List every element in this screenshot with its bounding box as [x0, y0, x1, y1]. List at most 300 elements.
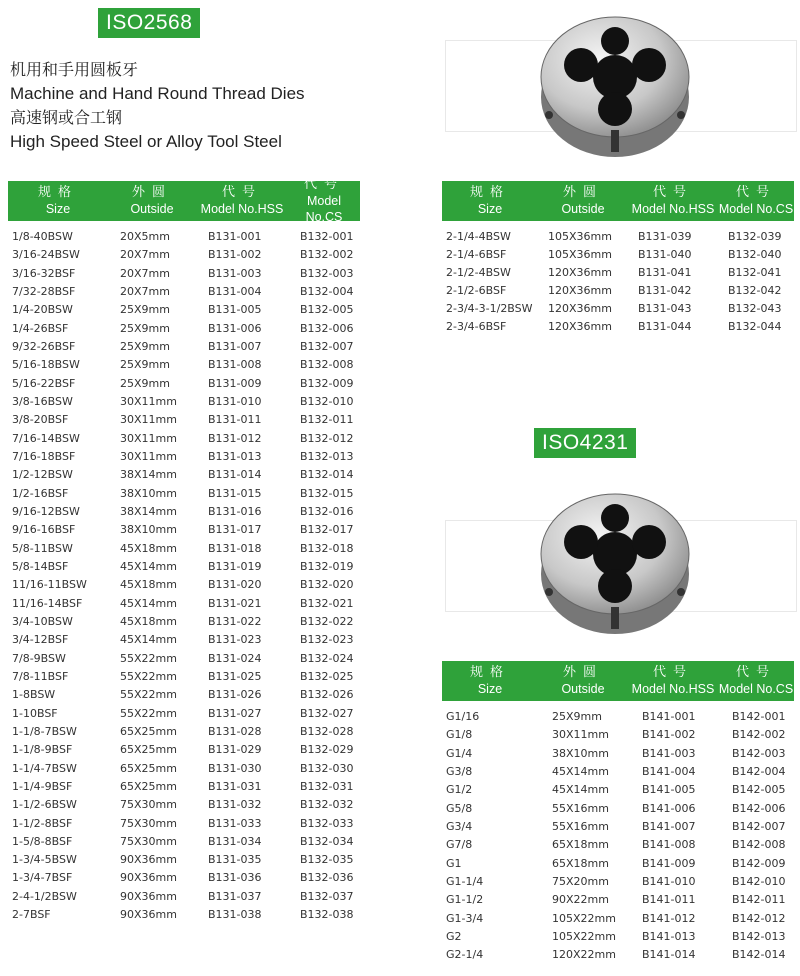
cell-size: 7/8-9BSW: [12, 651, 66, 665]
header-outside-cn: 外圆: [562, 665, 603, 680]
cell-outside: 90X36mm: [120, 889, 177, 903]
cell-outside: 75X30mm: [120, 834, 177, 848]
table-row: [8, 448, 360, 466]
cell-model-hss: B131-016: [208, 504, 262, 518]
table-row: [442, 873, 794, 891]
cell-model-cs: B142-011: [732, 893, 786, 907]
header-hss-cn: 代号: [652, 185, 693, 200]
cell-outside: 30X11mm: [120, 449, 177, 463]
cell-model-cs: B132-016: [300, 504, 354, 518]
cell-model-hss: B131-023: [208, 633, 262, 647]
cell-model-cs: B132-013: [300, 449, 354, 463]
cell-outside: 105X22mm: [552, 911, 616, 925]
header-cs-cn: 代号: [735, 185, 776, 200]
cell-outside: 38X10mm: [552, 746, 609, 760]
table-body: [442, 221, 794, 336]
table-row: [8, 631, 360, 649]
header-cs-en: Model No.CS: [718, 682, 794, 696]
cell-model-hss: B131-019: [208, 559, 262, 573]
cell-model-hss: B131-029: [208, 743, 262, 757]
cell-model-hss: B131-043: [638, 302, 692, 315]
cell-model-hss: B131-002: [208, 248, 262, 262]
cell-outside: 120X36mm: [548, 320, 612, 333]
cell-model-cs: B132-026: [300, 688, 354, 702]
cell-size: G1-1/4: [446, 874, 484, 888]
cell-model-hss: B131-035: [208, 853, 262, 867]
table-header: [442, 181, 794, 221]
cell-size: 7/32-28BSF: [12, 284, 76, 298]
cell-model-cs: B132-005: [300, 303, 354, 317]
cell-model-cs: B132-044: [728, 320, 782, 333]
cell-outside: 90X36mm: [120, 853, 177, 867]
table-row: [8, 521, 360, 539]
cell-outside: 25X9mm: [120, 321, 170, 335]
cell-size: 3/8-16BSW: [12, 394, 73, 408]
cell-model-hss: B131-024: [208, 651, 262, 665]
cell-model-cs: B132-017: [300, 523, 354, 537]
cell-outside: 20X7mm: [120, 248, 170, 262]
cell-outside: 25X9mm: [120, 358, 170, 372]
cell-model-cs: B132-042: [728, 284, 782, 297]
cell-model-hss: B131-042: [638, 284, 692, 297]
cell-model-cs: B132-023: [300, 633, 354, 647]
cell-model-hss: B131-004: [208, 284, 262, 298]
cell-model-cs: B132-018: [300, 541, 354, 555]
table-header: [442, 661, 794, 701]
cell-size: 5/16-22BSF: [12, 376, 76, 390]
cell-model-hss: B131-013: [208, 449, 262, 463]
cell-model-hss: B131-038: [208, 908, 262, 922]
cell-size: 5/16-18BSW: [12, 358, 80, 372]
cell-model-hss: B131-022: [208, 614, 262, 628]
cell-model-cs: B132-001: [300, 230, 354, 243]
header-outside-en: Outside: [130, 202, 174, 216]
cell-model-hss: B131-006: [208, 321, 262, 335]
header-hss: [628, 181, 718, 221]
table-row: [8, 411, 360, 429]
cell-outside: 38X10mm: [120, 523, 177, 537]
cell-size: 7/16-18BSF: [12, 449, 76, 463]
table-row: [442, 264, 794, 282]
table-row: [442, 781, 794, 799]
table-row: [8, 686, 360, 704]
table-row: [8, 851, 360, 869]
cell-model-cs: B132-014: [300, 468, 354, 482]
cell-model-cs: B132-032: [300, 798, 354, 812]
cell-outside: 45X14mm: [552, 764, 609, 778]
cell-model-hss: B131-001: [208, 230, 262, 243]
table-row: [8, 815, 360, 833]
cell-size: G1-3/4: [446, 911, 484, 925]
table-row: [8, 888, 360, 906]
cell-size: 3/4-12BSF: [12, 633, 69, 647]
table-row: [8, 393, 360, 411]
cell-model-cs: B132-008: [300, 358, 354, 372]
table-row: [8, 356, 360, 374]
cell-size: 1-5/8-8BSF: [12, 834, 73, 848]
cell-model-cs: B142-008: [732, 838, 786, 852]
cell-model-hss: B131-020: [208, 578, 262, 592]
table-row: [8, 613, 360, 631]
table-row: [8, 430, 360, 448]
table-body: [442, 701, 794, 965]
cell-model-cs: B132-043: [728, 302, 782, 315]
cell-outside: 45X18mm: [120, 578, 177, 592]
table-row: [442, 818, 794, 836]
cell-outside: 20X5mm: [120, 230, 170, 243]
cell-model-hss: B131-007: [208, 339, 262, 353]
cell-outside: 30X11mm: [120, 394, 177, 408]
title-cn-1: 机用和手用圆板牙: [10, 60, 139, 79]
table-row: [8, 778, 360, 796]
cell-model-hss: B131-018: [208, 541, 262, 555]
cell-model-hss: B131-021: [208, 596, 262, 610]
header-size: [442, 661, 538, 701]
cell-model-hss: B131-011: [208, 413, 262, 427]
cell-size: 2-3/4-3-1/2BSW: [446, 302, 533, 315]
cell-outside: 25X9mm: [120, 339, 170, 353]
cell-size: 3/16-24BSW: [12, 248, 80, 262]
cell-model-cs: B142-007: [732, 819, 786, 833]
cell-model-cs: B132-007: [300, 339, 354, 353]
table-row: [442, 946, 794, 964]
iso4231-g-thread-dies-table: [442, 661, 794, 965]
cell-size: G1/2: [446, 783, 473, 797]
cell-model-hss: B131-041: [638, 266, 692, 279]
cell-model-cs: B132-020: [300, 578, 354, 592]
cell-model-cs: B142-012: [732, 911, 786, 925]
cell-model-hss: B131-009: [208, 376, 262, 390]
table-row: [442, 246, 794, 264]
cell-outside: 90X36mm: [120, 871, 177, 885]
cell-model-hss: B141-007: [642, 819, 696, 833]
header-cs-cn: 代号: [303, 177, 344, 192]
round-die-image-bottom: [535, 482, 695, 642]
cell-outside: 25X9mm: [552, 710, 602, 723]
cell-model-hss: B131-010: [208, 394, 262, 408]
cell-model-hss: B141-009: [642, 856, 696, 870]
cell-model-hss: B131-014: [208, 468, 262, 482]
table-row: [8, 906, 360, 924]
header-hss-cn: 代号: [652, 665, 693, 680]
cell-size: 1/2-12BSW: [12, 468, 73, 482]
cell-size: 2-3/4-6BSF: [446, 320, 507, 333]
cell-outside: 45X18mm: [120, 541, 177, 555]
cell-size: 3/8-20BSF: [12, 413, 69, 427]
title-en-1: Machine and Hand Round Thread Dies: [10, 84, 305, 103]
table-row: [442, 745, 794, 763]
header-hss: [628, 661, 718, 701]
cell-model-hss: B131-015: [208, 486, 262, 500]
header-outside: [538, 661, 628, 701]
cell-size: 1/2-16BSF: [12, 486, 69, 500]
cell-size: 3/16-32BSF: [12, 266, 76, 280]
header-cs: [288, 177, 360, 224]
cell-size: G1/4: [446, 746, 473, 760]
cell-model-cs: B132-038: [300, 908, 354, 922]
cell-outside: 105X36mm: [548, 230, 612, 243]
table-row: [442, 282, 794, 300]
title-en-2: High Speed Steel or Alloy Tool Steel: [10, 132, 282, 151]
cell-model-cs: B142-006: [732, 801, 786, 815]
cell-outside: 120X36mm: [548, 284, 612, 297]
table-row: [8, 833, 360, 851]
cell-model-cs: B132-004: [300, 284, 354, 298]
header-outside: [538, 181, 628, 221]
cell-outside: 45X18mm: [120, 614, 177, 628]
cell-size: 1-3/4-5BSW: [12, 853, 77, 867]
cell-model-cs: B132-024: [300, 651, 354, 665]
cell-model-cs: B132-036: [300, 871, 354, 885]
header-size-cn: 规格: [469, 185, 510, 200]
cell-outside: 30X11mm: [120, 431, 177, 445]
table-row: [442, 891, 794, 909]
cell-model-hss: B131-005: [208, 303, 262, 317]
cell-outside: 30X11mm: [120, 413, 177, 427]
cell-size: 2-4-1/2BSW: [12, 889, 77, 903]
table-row: [8, 705, 360, 723]
table-row: [8, 650, 360, 668]
cell-model-hss: B131-037: [208, 889, 262, 903]
cell-outside: 20X7mm: [120, 266, 170, 280]
header-hss-en: Model No.HSS: [200, 202, 284, 216]
table-row: [8, 265, 360, 283]
header-cs: [718, 661, 794, 701]
cell-outside: 55X16mm: [552, 819, 609, 833]
table-row: [8, 668, 360, 686]
cell-model-cs: B142-013: [732, 929, 786, 943]
cell-model-cs: B132-022: [300, 614, 354, 628]
cell-size: 1-1/2-8BSF: [12, 816, 73, 830]
table-row: [8, 338, 360, 356]
table-row: [8, 723, 360, 741]
cell-size: 1-1/8-9BSF: [12, 743, 73, 757]
cell-outside: 65X25mm: [120, 761, 177, 775]
cell-outside: 25X9mm: [120, 303, 170, 317]
cell-size: G3/8: [446, 764, 473, 778]
cell-size: 9/16-16BSF: [12, 523, 76, 537]
cell-model-hss: B131-044: [638, 320, 692, 333]
cell-size: G7/8: [446, 838, 473, 852]
cell-model-cs: B132-030: [300, 761, 354, 775]
cell-model-cs: B132-015: [300, 486, 354, 500]
cell-size: 1/4-20BSW: [12, 303, 73, 317]
cell-size: 11/16-11BSW: [12, 578, 87, 592]
cell-model-cs: B132-027: [300, 706, 354, 720]
cell-outside: 20X7mm: [120, 284, 170, 298]
cell-model-cs: B132-037: [300, 889, 354, 903]
table-row: [442, 300, 794, 318]
table-row: [442, 910, 794, 928]
cell-model-hss: B131-017: [208, 523, 262, 537]
cell-size: G1/16: [446, 710, 480, 723]
header-hss-en: Model No.HSS: [631, 682, 715, 696]
cell-model-hss: B141-014: [642, 948, 696, 962]
cell-size: 5/8-11BSW: [12, 541, 73, 555]
table-row: [8, 503, 360, 521]
header-outside-en: Outside: [561, 682, 605, 696]
cell-model-hss: B131-034: [208, 834, 262, 848]
cell-model-cs: B132-002: [300, 248, 354, 262]
table-row: [8, 283, 360, 301]
cell-model-cs: B132-040: [728, 248, 782, 261]
cell-outside: 55X22mm: [120, 688, 177, 702]
cell-size: G5/8: [446, 801, 473, 815]
cell-size: 9/32-26BSF: [12, 339, 76, 353]
cell-model-hss: B141-012: [642, 911, 696, 925]
cell-model-hss: B131-030: [208, 761, 262, 775]
cell-size: 2-1/2-6BSF: [446, 284, 507, 297]
header-size-en: Size: [477, 682, 503, 696]
cell-model-cs: B142-010: [732, 874, 786, 888]
table-row: [8, 228, 360, 246]
cell-model-cs: B132-021: [300, 596, 354, 610]
cell-outside: 65X25mm: [120, 779, 177, 793]
product-title: [10, 58, 305, 154]
cell-model-hss: B131-026: [208, 688, 262, 702]
cell-outside: 105X22mm: [552, 929, 616, 943]
header-size-en: Size: [45, 202, 71, 216]
cell-model-cs: B142-001: [732, 710, 786, 723]
header-size-en: Size: [477, 202, 503, 216]
cell-outside: 30X11mm: [552, 728, 609, 742]
cell-model-hss: B141-013: [642, 929, 696, 943]
header-outside: [108, 181, 196, 221]
cell-model-cs: B132-033: [300, 816, 354, 830]
header-size-cn: 规格: [37, 185, 78, 200]
header-hss-en: Model No.HSS: [631, 202, 715, 216]
cell-size: 9/16-12BSW: [12, 504, 80, 518]
cell-model-hss: B131-028: [208, 724, 262, 738]
cell-size: G3/4: [446, 819, 473, 833]
cell-model-cs: B132-003: [300, 266, 354, 280]
cell-size: 1-1/4-9BSF: [12, 779, 73, 793]
cell-outside: 65X25mm: [120, 743, 177, 757]
cell-model-hss: B141-005: [642, 783, 696, 797]
cell-outside: 55X16mm: [552, 801, 609, 815]
cell-model-cs: B142-002: [732, 728, 786, 742]
table-row: [442, 318, 794, 336]
header-size: [8, 181, 108, 221]
cell-outside: 75X30mm: [120, 816, 177, 830]
header-hss-cn: 代号: [221, 185, 262, 200]
cell-outside: 120X36mm: [548, 302, 612, 315]
table-row: [442, 228, 794, 246]
cell-size: 7/8-11BSF: [12, 669, 69, 683]
cell-model-hss: B131-025: [208, 669, 262, 683]
table-row: [442, 800, 794, 818]
iso2568-badge: ISO2568: [98, 8, 200, 38]
table-row: [8, 466, 360, 484]
cell-model-hss: B141-001: [642, 710, 696, 723]
cell-outside: 55X22mm: [120, 651, 177, 665]
cell-size: 1-1/4-7BSW: [12, 761, 77, 775]
cell-model-hss: B141-011: [642, 893, 696, 907]
bsw-bsf-dies-table: [8, 177, 360, 924]
cell-model-cs: B132-025: [300, 669, 354, 683]
cell-model-hss: B131-039: [638, 230, 692, 243]
cell-outside: 55X22mm: [120, 706, 177, 720]
table-row: [8, 741, 360, 759]
cell-outside: 75X20mm: [552, 874, 609, 888]
cell-outside: 25X9mm: [120, 376, 170, 390]
header-cs-en: Model No.CS: [305, 194, 343, 224]
cell-model-hss: B141-004: [642, 764, 696, 778]
table-row: [442, 708, 794, 726]
table-row: [8, 246, 360, 264]
table-row: [442, 855, 794, 873]
cell-model-cs: B132-011: [300, 413, 354, 427]
cell-model-hss: B131-032: [208, 798, 262, 812]
cell-size: 2-1/2-4BSW: [446, 266, 511, 279]
table-row: [8, 320, 360, 338]
header-outside-en: Outside: [561, 202, 605, 216]
cell-size: 2-1/4-6BSF: [446, 248, 507, 261]
cell-model-cs: B142-003: [732, 746, 786, 760]
cell-outside: 45X14mm: [552, 783, 609, 797]
table-row: [8, 576, 360, 594]
cell-size: 2-1/4-4BSW: [446, 230, 511, 243]
cell-model-hss: B131-012: [208, 431, 262, 445]
cell-size: G1-1/2: [446, 893, 484, 907]
cell-outside: 45X14mm: [120, 633, 177, 647]
table-row: [442, 726, 794, 744]
table-row: [442, 928, 794, 946]
cell-model-hss: B141-008: [642, 838, 696, 852]
table-row: [8, 595, 360, 613]
table-row: [8, 869, 360, 887]
cell-outside: 120X22mm: [552, 948, 616, 962]
cell-outside: 38X10mm: [120, 486, 177, 500]
cell-model-cs: B132-034: [300, 834, 354, 848]
cell-model-cs: B142-009: [732, 856, 786, 870]
cell-model-cs: B132-028: [300, 724, 354, 738]
cell-outside: 90X36mm: [120, 908, 177, 922]
cell-model-cs: B132-041: [728, 266, 782, 279]
cell-outside: 38X14mm: [120, 504, 177, 518]
round-die-image-top: [535, 5, 695, 165]
header-outside-cn: 外圆: [562, 185, 603, 200]
table-row: [8, 485, 360, 503]
cell-outside: 65X25mm: [120, 724, 177, 738]
cell-model-hss: B131-027: [208, 706, 262, 720]
cell-outside: 45X14mm: [120, 559, 177, 573]
cell-model-cs: B132-031: [300, 779, 354, 793]
cell-model-cs: B142-005: [732, 783, 786, 797]
cell-model-cs: B132-009: [300, 376, 354, 390]
table-row: [442, 836, 794, 854]
cell-outside: 120X36mm: [548, 266, 612, 279]
cell-size: 7/16-14BSW: [12, 431, 80, 445]
cell-size: 1/8-40BSW: [12, 230, 73, 243]
cell-size: 1-3/4-7BSF: [12, 871, 73, 885]
cell-size: 1-1/8-7BSW: [12, 724, 77, 738]
cell-size: 1/4-26BSF: [12, 321, 69, 335]
cell-size: 2-7BSF: [12, 908, 51, 922]
cell-outside: 75X30mm: [120, 798, 177, 812]
cell-model-hss: B131-040: [638, 248, 692, 261]
cell-model-cs: B132-035: [300, 853, 354, 867]
title-cn-2: 高速钢或合工钢: [10, 108, 123, 127]
header-cs-cn: 代号: [735, 665, 776, 680]
table-row: [8, 796, 360, 814]
cell-model-cs: B132-006: [300, 321, 354, 335]
table-row: [8, 540, 360, 558]
table-row: [8, 558, 360, 576]
cell-model-hss: B141-002: [642, 728, 696, 742]
cell-model-hss: B141-006: [642, 801, 696, 815]
cell-model-hss: B131-036: [208, 871, 262, 885]
